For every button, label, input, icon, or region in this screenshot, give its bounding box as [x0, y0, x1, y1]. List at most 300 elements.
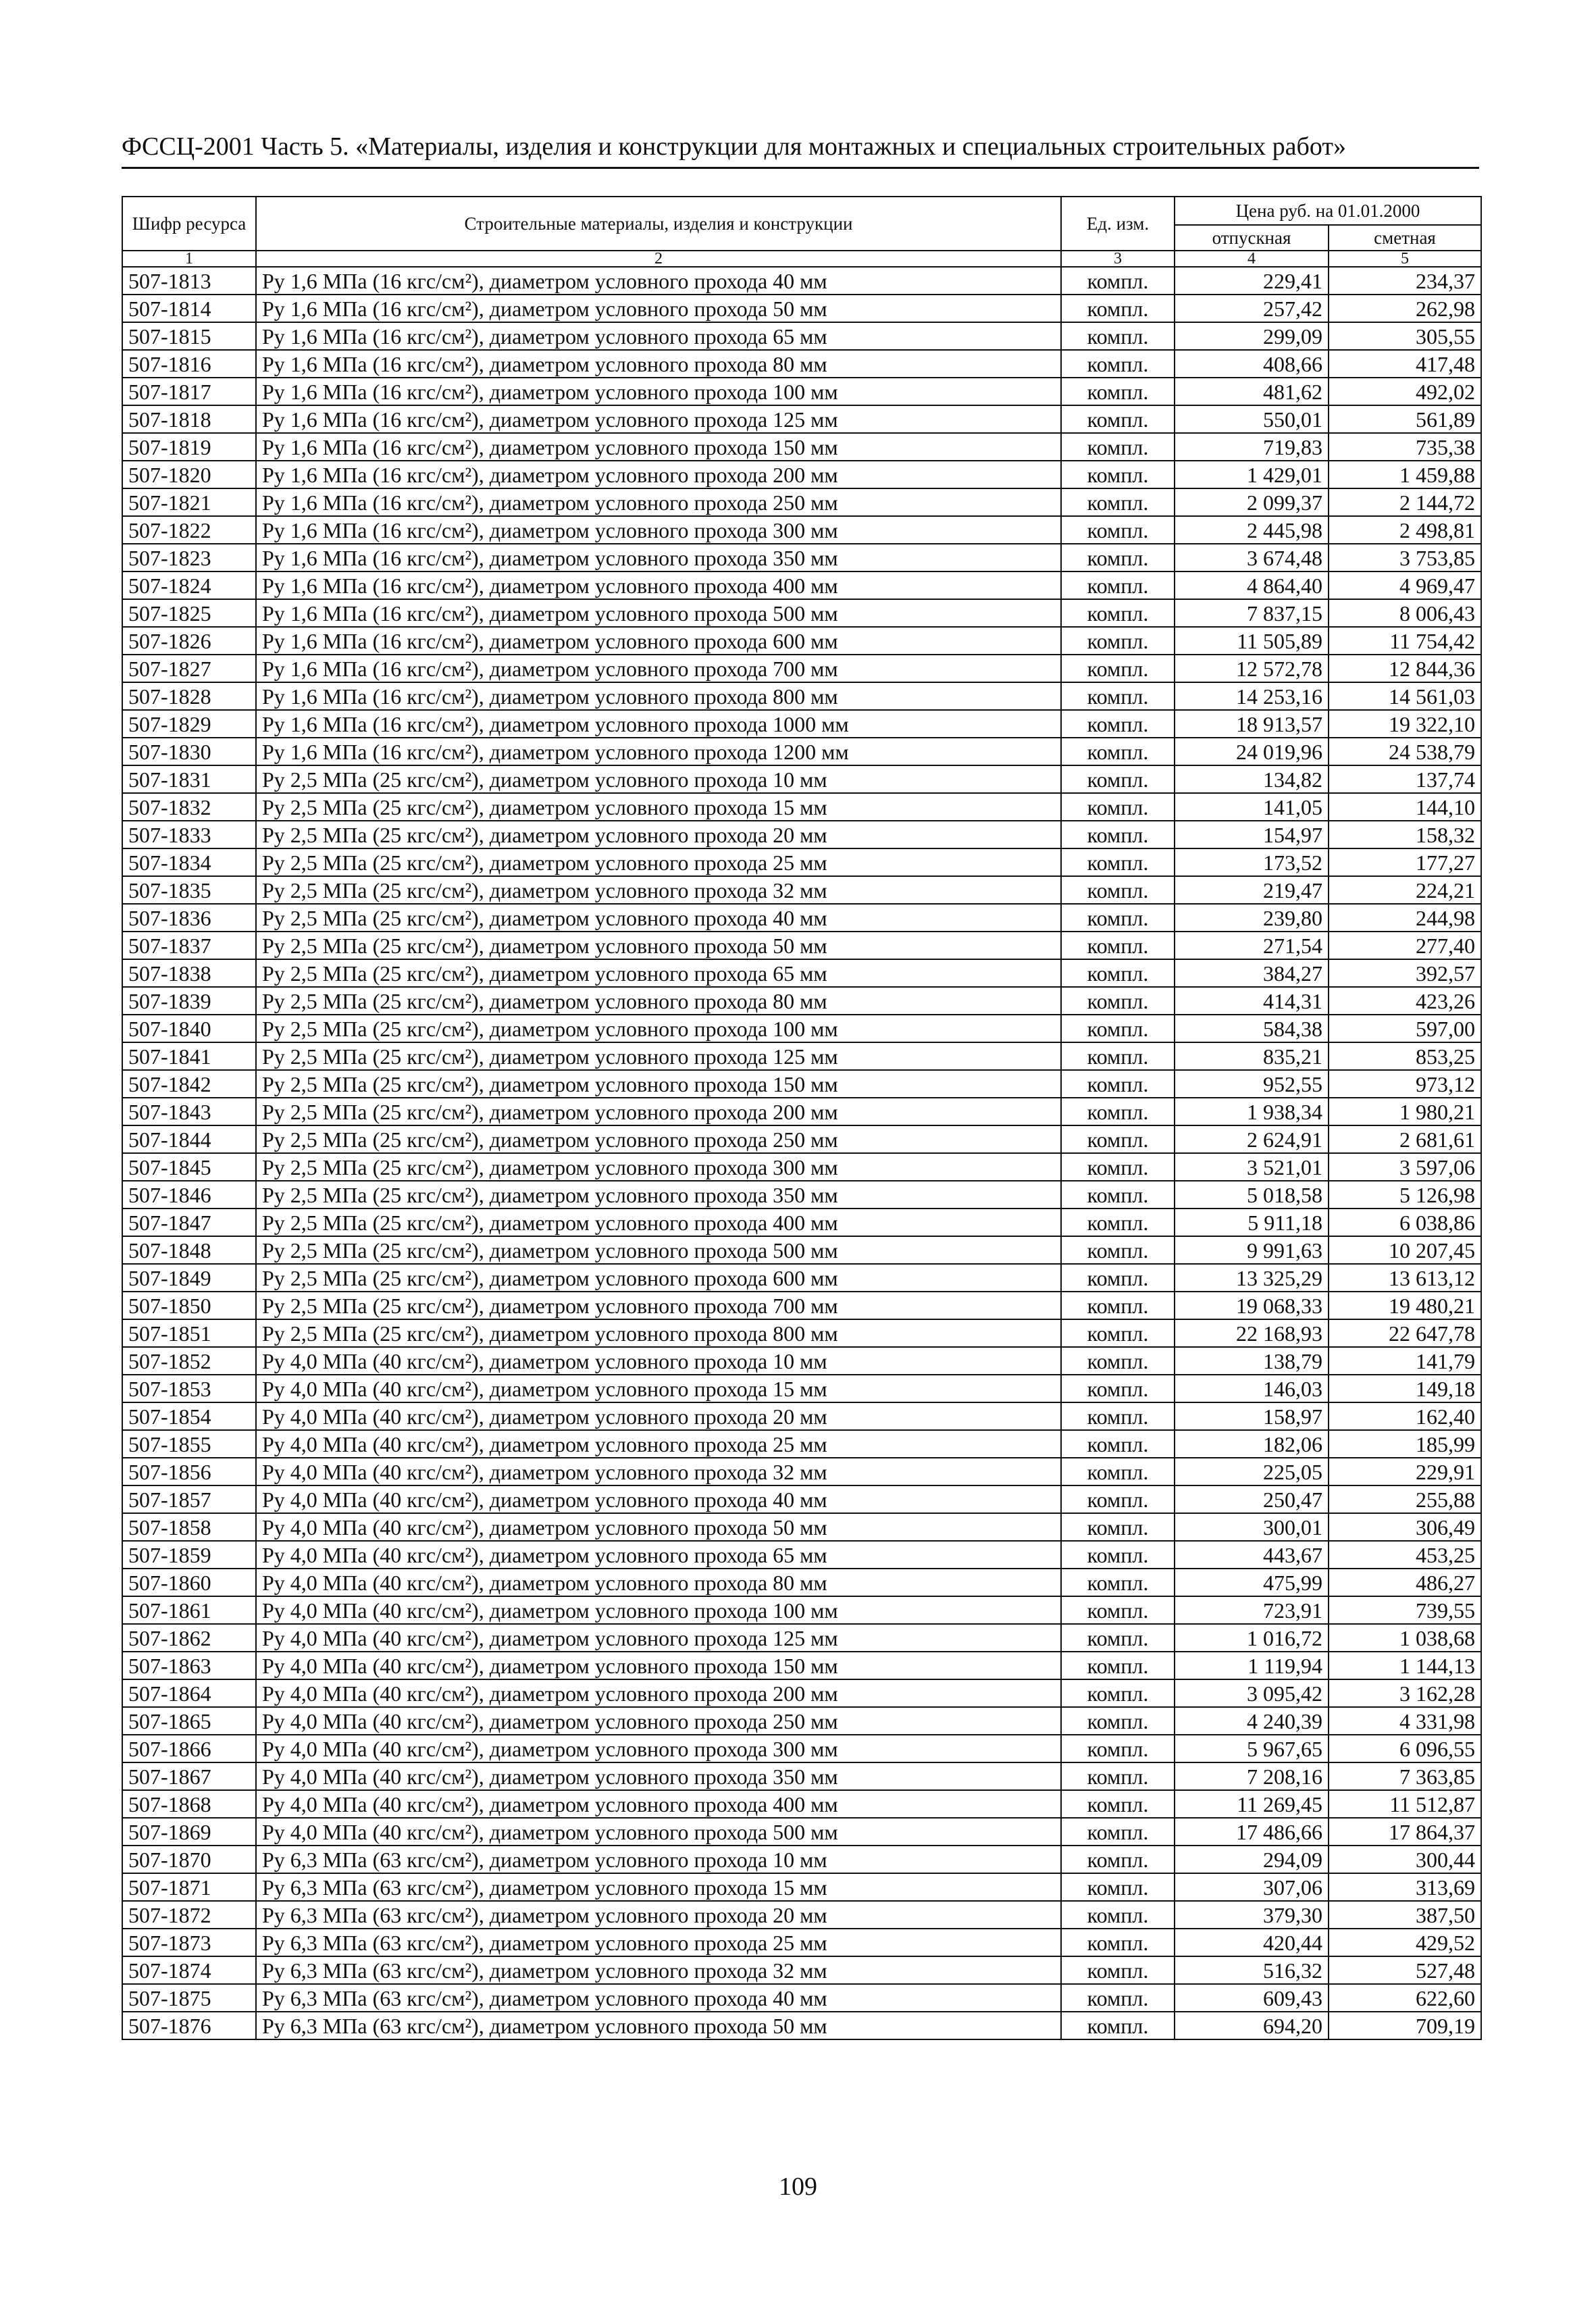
cell-estimate-price: 1 038,68: [1329, 1624, 1481, 1652]
cell-release-price: 146,03: [1175, 1375, 1329, 1402]
cell-name: Ру 2,5 МПа (25 кгс/см²), диаметром условного прохода 400 мм: [256, 1209, 1061, 1236]
cell-code: 507-1854: [122, 1402, 256, 1430]
cell-estimate-price: 1 144,13: [1329, 1652, 1481, 1679]
cell-code: 507-1855: [122, 1430, 256, 1458]
table-row: [122, 1818, 1481, 1846]
cell-code: 507-1833: [122, 821, 256, 848]
cell-estimate-price: 224,21: [1329, 876, 1481, 904]
cell-release-price: 2 099,37: [1175, 488, 1329, 516]
cell-code: 507-1858: [122, 1513, 256, 1541]
table-row: [122, 1236, 1481, 1264]
cell-estimate-price: 229,91: [1329, 1458, 1481, 1485]
table-row: [122, 1929, 1481, 1956]
cell-code: 507-1816: [122, 350, 256, 378]
cell-release-price: 138,79: [1175, 1347, 1329, 1375]
col-name-header: Строительные материалы, изделия и конструкции: [256, 197, 1061, 251]
cell-estimate-price: 306,49: [1329, 1513, 1481, 1541]
cell-code: 507-1823: [122, 544, 256, 571]
cell-release-price: 225,05: [1175, 1458, 1329, 1485]
cell-name: Ру 4,0 МПа (40 кгс/см²), диаметром условного прохода 250 мм: [256, 1707, 1061, 1735]
table-row: [122, 322, 1481, 350]
cell-estimate-price: 561,89: [1329, 405, 1481, 433]
cell-release-price: 12 572,78: [1175, 655, 1329, 682]
cell-unit: компл.: [1061, 1070, 1175, 1098]
cell-code: 507-1830: [122, 738, 256, 765]
table-row: [122, 932, 1481, 959]
cell-estimate-price: 4 969,47: [1329, 571, 1481, 599]
table-row: [122, 1347, 1481, 1375]
cell-unit: компл.: [1061, 1236, 1175, 1264]
cell-estimate-price: 1 980,21: [1329, 1098, 1481, 1125]
table-row: [122, 1873, 1481, 1901]
cell-release-price: 694,20: [1175, 2012, 1329, 2039]
cell-code: 507-1871: [122, 1873, 256, 1901]
table-row: [122, 1125, 1481, 1153]
cell-code: 507-1824: [122, 571, 256, 599]
cell-release-price: 835,21: [1175, 1042, 1329, 1070]
cell-name: Ру 1,6 МПа (16 кгс/см²), диаметром условного прохода 300 мм: [256, 516, 1061, 544]
table-row: [122, 1541, 1481, 1569]
cell-unit: компл.: [1061, 1125, 1175, 1153]
table-row: [122, 2012, 1481, 2039]
table-row: [122, 959, 1481, 987]
table-row: [122, 1569, 1481, 1596]
cell-name: Ру 4,0 МПа (40 кгс/см²), диаметром условного прохода 400 мм: [256, 1790, 1061, 1818]
cell-name: Ру 2,5 МПа (25 кгс/см²), диаметром условного прохода 300 мм: [256, 1153, 1061, 1181]
cell-code: 507-1831: [122, 765, 256, 793]
cell-estimate-price: 527,48: [1329, 1956, 1481, 1984]
cell-unit: компл.: [1061, 1901, 1175, 1929]
cell-code: 507-1859: [122, 1541, 256, 1569]
cell-unit: компл.: [1061, 350, 1175, 378]
cell-name: Ру 1,6 МПа (16 кгс/см²), диаметром условного прохода 100 мм: [256, 378, 1061, 405]
cell-estimate-price: 486,27: [1329, 1569, 1481, 1596]
cell-estimate-price: 255,88: [1329, 1485, 1481, 1513]
cell-release-price: 271,54: [1175, 932, 1329, 959]
cell-code: 507-1865: [122, 1707, 256, 1735]
table-row: [122, 1624, 1481, 1652]
cell-release-price: 141,05: [1175, 793, 1329, 821]
table-row: [122, 821, 1481, 848]
cell-release-price: 13 325,29: [1175, 1264, 1329, 1292]
col-estimate-header: сметная: [1329, 225, 1481, 251]
cell-name: Ру 1,6 МПа (16 кгс/см²), диаметром условного прохода 125 мм: [256, 405, 1061, 433]
table-row: [122, 1402, 1481, 1430]
cell-estimate-price: 149,18: [1329, 1375, 1481, 1402]
table-body: [122, 267, 1481, 2039]
table-row: [122, 1098, 1481, 1125]
cell-estimate-price: 19 322,10: [1329, 710, 1481, 738]
cell-estimate-price: 19 480,21: [1329, 1292, 1481, 1319]
cell-unit: компл.: [1061, 876, 1175, 904]
table-row: [122, 599, 1481, 627]
cell-code: 507-1853: [122, 1375, 256, 1402]
cell-release-price: 134,82: [1175, 765, 1329, 793]
cell-release-price: 5 018,58: [1175, 1181, 1329, 1209]
table-row: [122, 904, 1481, 932]
cell-code: 507-1844: [122, 1125, 256, 1153]
cell-name: Ру 2,5 МПа (25 кгс/см²), диаметром условного прохода 350 мм: [256, 1181, 1061, 1209]
cell-unit: компл.: [1061, 1209, 1175, 1236]
cell-name: Ру 4,0 МПа (40 кгс/см²), диаметром условного прохода 10 мм: [256, 1347, 1061, 1375]
cell-unit: компл.: [1061, 1375, 1175, 1402]
cell-estimate-price: 177,27: [1329, 848, 1481, 876]
cell-unit: компл.: [1061, 516, 1175, 544]
cell-code: 507-1825: [122, 599, 256, 627]
cell-unit: компл.: [1061, 821, 1175, 848]
cell-unit: компл.: [1061, 1984, 1175, 2012]
cell-estimate-price: 300,44: [1329, 1846, 1481, 1873]
cell-code: 507-1851: [122, 1319, 256, 1347]
cell-code: 507-1822: [122, 516, 256, 544]
cell-estimate-price: 417,48: [1329, 350, 1481, 378]
cell-unit: компл.: [1061, 1430, 1175, 1458]
cell-release-price: 584,38: [1175, 1015, 1329, 1042]
cell-release-price: 229,41: [1175, 267, 1329, 295]
cell-estimate-price: 739,55: [1329, 1596, 1481, 1624]
cell-code: 507-1841: [122, 1042, 256, 1070]
table-row: [122, 295, 1481, 322]
cell-release-price: 14 253,16: [1175, 682, 1329, 710]
cell-release-price: 24 019,96: [1175, 738, 1329, 765]
table-row: [122, 627, 1481, 655]
cell-release-price: 384,27: [1175, 959, 1329, 987]
cell-unit: компл.: [1061, 1846, 1175, 1873]
cell-unit: компл.: [1061, 322, 1175, 350]
cell-estimate-price: 234,37: [1329, 267, 1481, 295]
cell-unit: компл.: [1061, 378, 1175, 405]
cell-estimate-price: 17 864,37: [1329, 1818, 1481, 1846]
cell-name: Ру 2,5 МПа (25 кгс/см²), диаметром условного прохода 25 мм: [256, 848, 1061, 876]
cell-estimate-price: 5 126,98: [1329, 1181, 1481, 1209]
cell-estimate-price: 4 331,98: [1329, 1707, 1481, 1735]
cell-release-price: 154,97: [1175, 821, 1329, 848]
table-row: [122, 378, 1481, 405]
cell-unit: компл.: [1061, 488, 1175, 516]
cell-unit: компл.: [1061, 1264, 1175, 1292]
cell-estimate-price: 10 207,45: [1329, 1236, 1481, 1264]
cell-code: 507-1846: [122, 1181, 256, 1209]
cell-unit: компл.: [1061, 433, 1175, 461]
table-row: [122, 1956, 1481, 1984]
cell-estimate-price: 3 597,06: [1329, 1153, 1481, 1181]
cell-name: Ру 6,3 МПа (63 кгс/см²), диаметром условного прохода 20 мм: [256, 1901, 1061, 1929]
cell-estimate-price: 453,25: [1329, 1541, 1481, 1569]
cell-name: Ру 1,6 МПа (16 кгс/см²), диаметром условного прохода 200 мм: [256, 461, 1061, 488]
cell-estimate-price: 24 538,79: [1329, 738, 1481, 765]
cell-name: Ру 6,3 МПа (63 кгс/см²), диаметром условного прохода 10 мм: [256, 1846, 1061, 1873]
col-number-1: 1: [122, 251, 256, 267]
cell-code: 507-1850: [122, 1292, 256, 1319]
cell-name: Ру 4,0 МПа (40 кгс/см²), диаметром условного прохода 100 мм: [256, 1596, 1061, 1624]
cell-estimate-price: 429,52: [1329, 1929, 1481, 1956]
table-row: [122, 1984, 1481, 2012]
cell-unit: компл.: [1061, 1541, 1175, 1569]
cell-estimate-price: 144,10: [1329, 793, 1481, 821]
table-row: [122, 1846, 1481, 1873]
cell-name: Ру 1,6 МПа (16 кгс/см²), диаметром условного прохода 1200 мм: [256, 738, 1061, 765]
cell-name: Ру 4,0 МПа (40 кгс/см²), диаметром условного прохода 350 мм: [256, 1762, 1061, 1790]
cell-code: 507-1861: [122, 1596, 256, 1624]
cell-unit: компл.: [1061, 1956, 1175, 1984]
cell-estimate-price: 597,00: [1329, 1015, 1481, 1042]
cell-release-price: 299,09: [1175, 322, 1329, 350]
cell-estimate-price: 141,79: [1329, 1347, 1481, 1375]
cell-code: 507-1840: [122, 1015, 256, 1042]
cell-unit: компл.: [1061, 1762, 1175, 1790]
table-row: [122, 1375, 1481, 1402]
cell-estimate-price: 14 561,03: [1329, 682, 1481, 710]
cell-unit: компл.: [1061, 1790, 1175, 1818]
cell-code: 507-1847: [122, 1209, 256, 1236]
cell-estimate-price: 305,55: [1329, 322, 1481, 350]
cell-unit: компл.: [1061, 1679, 1175, 1707]
cell-unit: компл.: [1061, 1929, 1175, 1956]
cell-code: 507-1866: [122, 1735, 256, 1762]
cell-estimate-price: 277,40: [1329, 932, 1481, 959]
cell-code: 507-1863: [122, 1652, 256, 1679]
cell-estimate-price: 7 363,85: [1329, 1762, 1481, 1790]
cell-code: 507-1874: [122, 1956, 256, 1984]
cell-release-price: 5 911,18: [1175, 1209, 1329, 1236]
cell-estimate-price: 492,02: [1329, 378, 1481, 405]
table-row: [122, 1458, 1481, 1485]
cell-release-price: 4 864,40: [1175, 571, 1329, 599]
cell-unit: компл.: [1061, 1153, 1175, 1181]
cell-code: 507-1860: [122, 1569, 256, 1596]
cell-estimate-price: 6 038,86: [1329, 1209, 1481, 1236]
cell-code: 507-1842: [122, 1070, 256, 1098]
cell-estimate-price: 11 754,42: [1329, 627, 1481, 655]
cell-code: 507-1817: [122, 378, 256, 405]
cell-release-price: 2 624,91: [1175, 1125, 1329, 1153]
cell-unit: компл.: [1061, 710, 1175, 738]
cell-name: Ру 1,6 МПа (16 кгс/см²), диаметром условного прохода 250 мм: [256, 488, 1061, 516]
cell-unit: компл.: [1061, 1402, 1175, 1430]
table-row: [122, 1319, 1481, 1347]
cell-estimate-price: 392,57: [1329, 959, 1481, 987]
cell-release-price: 9 991,63: [1175, 1236, 1329, 1264]
cell-release-price: 18 913,57: [1175, 710, 1329, 738]
cell-name: Ру 2,5 МПа (25 кгс/см²), диаметром условного прохода 125 мм: [256, 1042, 1061, 1070]
cell-estimate-price: 6 096,55: [1329, 1735, 1481, 1762]
cell-code: 507-1839: [122, 987, 256, 1015]
cell-estimate-price: 3 162,28: [1329, 1679, 1481, 1707]
cell-estimate-price: 387,50: [1329, 1901, 1481, 1929]
cell-unit: компл.: [1061, 793, 1175, 821]
cell-release-price: 550,01: [1175, 405, 1329, 433]
cell-name: Ру 4,0 МПа (40 кгс/см²), диаметром условного прохода 80 мм: [256, 1569, 1061, 1596]
cell-unit: компл.: [1061, 1569, 1175, 1596]
cell-unit: компл.: [1061, 1818, 1175, 1846]
cell-release-price: 4 240,39: [1175, 1707, 1329, 1735]
cell-release-price: 19 068,33: [1175, 1292, 1329, 1319]
cell-code: 507-1856: [122, 1458, 256, 1485]
cell-code: 507-1836: [122, 904, 256, 932]
cell-estimate-price: 11 512,87: [1329, 1790, 1481, 1818]
cell-name: Ру 4,0 МПа (40 кгс/см²), диаметром условного прохода 40 мм: [256, 1485, 1061, 1513]
cell-unit: компл.: [1061, 461, 1175, 488]
cell-unit: компл.: [1061, 1015, 1175, 1042]
cell-name: Ру 2,5 МПа (25 кгс/см²), диаметром условного прохода 50 мм: [256, 932, 1061, 959]
cell-code: 507-1873: [122, 1929, 256, 1956]
table-row: [122, 876, 1481, 904]
cell-name: Ру 2,5 МПа (25 кгс/см²), диаметром условного прохода 15 мм: [256, 793, 1061, 821]
cell-code: 507-1857: [122, 1485, 256, 1513]
cell-release-price: 2 445,98: [1175, 516, 1329, 544]
cell-estimate-price: 2 144,72: [1329, 488, 1481, 516]
cell-release-price: 7 837,15: [1175, 599, 1329, 627]
cell-name: Ру 4,0 МПа (40 кгс/см²), диаметром условного прохода 15 мм: [256, 1375, 1061, 1402]
cell-release-price: 11 505,89: [1175, 627, 1329, 655]
cell-release-price: 414,31: [1175, 987, 1329, 1015]
cell-code: 507-1848: [122, 1236, 256, 1264]
cell-estimate-price: 423,26: [1329, 987, 1481, 1015]
table-row: [122, 1430, 1481, 1458]
cell-release-price: 1 938,34: [1175, 1098, 1329, 1125]
cell-release-price: 182,06: [1175, 1430, 1329, 1458]
cell-estimate-price: 853,25: [1329, 1042, 1481, 1070]
cell-release-price: 609,43: [1175, 1984, 1329, 2012]
cell-release-price: 11 269,45: [1175, 1790, 1329, 1818]
cell-name: Ру 4,0 МПа (40 кгс/см²), диаметром условного прохода 65 мм: [256, 1541, 1061, 1569]
cell-estimate-price: 262,98: [1329, 295, 1481, 322]
cell-release-price: 1 429,01: [1175, 461, 1329, 488]
cell-unit: компл.: [1061, 655, 1175, 682]
col-release-header: отпускная: [1175, 225, 1329, 251]
cell-unit: компл.: [1061, 1873, 1175, 1901]
cell-name: Ру 4,0 МПа (40 кгс/см²), диаметром условного прохода 50 мм: [256, 1513, 1061, 1541]
cell-code: 507-1834: [122, 848, 256, 876]
cell-name: Ру 1,6 МПа (16 кгс/см²), диаметром условного прохода 600 мм: [256, 627, 1061, 655]
cell-name: Ру 1,6 МПа (16 кгс/см²), диаметром условного прохода 40 мм: [256, 267, 1061, 295]
cell-code: 507-1828: [122, 682, 256, 710]
cell-unit: компл.: [1061, 1707, 1175, 1735]
cell-name: Ру 1,6 МПа (16 кгс/см²), диаметром условного прохода 80 мм: [256, 350, 1061, 378]
cell-unit: компл.: [1061, 544, 1175, 571]
table-row: [122, 682, 1481, 710]
cell-unit: компл.: [1061, 1485, 1175, 1513]
cell-release-price: 22 168,93: [1175, 1319, 1329, 1347]
cell-release-price: 239,80: [1175, 904, 1329, 932]
cell-estimate-price: 244,98: [1329, 904, 1481, 932]
cell-code: 507-1821: [122, 488, 256, 516]
cell-estimate-price: 1 459,88: [1329, 461, 1481, 488]
table-row: [122, 571, 1481, 599]
cell-code: 507-1852: [122, 1347, 256, 1375]
table-row: [122, 987, 1481, 1015]
cell-estimate-price: 709,19: [1329, 2012, 1481, 2039]
cell-estimate-price: 973,12: [1329, 1070, 1481, 1098]
cell-name: Ру 1,6 МПа (16 кгс/см²), диаметром условного прохода 500 мм: [256, 599, 1061, 627]
cell-unit: компл.: [1061, 1652, 1175, 1679]
cell-name: Ру 1,6 МПа (16 кгс/см²), диаметром условного прохода 350 мм: [256, 544, 1061, 571]
table-row: [122, 1596, 1481, 1624]
cell-unit: компл.: [1061, 1098, 1175, 1125]
cell-unit: компл.: [1061, 987, 1175, 1015]
cell-code: 507-1876: [122, 2012, 256, 2039]
cell-name: Ру 2,5 МПа (25 кгс/см²), диаметром условного прохода 32 мм: [256, 876, 1061, 904]
table-row: [122, 544, 1481, 571]
cell-code: 507-1862: [122, 1624, 256, 1652]
cell-code: 507-1843: [122, 1098, 256, 1125]
cell-name: Ру 6,3 МПа (63 кгс/см²), диаметром условного прохода 50 мм: [256, 2012, 1061, 2039]
cell-code: 507-1837: [122, 932, 256, 959]
table-row: [122, 710, 1481, 738]
col-code-header: Шифр ресурса: [122, 197, 256, 251]
cell-name: Ру 2,5 МПа (25 кгс/см²), диаметром условного прохода 700 мм: [256, 1292, 1061, 1319]
col-number-4: 4: [1175, 251, 1329, 267]
table-row: [122, 1015, 1481, 1042]
cell-release-price: 17 486,66: [1175, 1818, 1329, 1846]
cell-name: Ру 2,5 МПа (25 кгс/см²), диаметром условного прохода 40 мм: [256, 904, 1061, 932]
cell-release-price: 719,83: [1175, 433, 1329, 461]
cell-code: 507-1826: [122, 627, 256, 655]
cell-code: 507-1867: [122, 1762, 256, 1790]
cell-name: Ру 1,6 МПа (16 кгс/см²), диаметром условного прохода 50 мм: [256, 295, 1061, 322]
cell-estimate-price: 185,99: [1329, 1430, 1481, 1458]
table-row: [122, 488, 1481, 516]
cell-estimate-price: 13 613,12: [1329, 1264, 1481, 1292]
cell-name: Ру 1,6 МПа (16 кгс/см²), диаметром условного прохода 65 мм: [256, 322, 1061, 350]
cell-release-price: 481,62: [1175, 378, 1329, 405]
cell-release-price: 443,67: [1175, 1541, 1329, 1569]
cell-code: 507-1869: [122, 1818, 256, 1846]
table-row: [122, 516, 1481, 544]
table-row: [122, 1153, 1481, 1181]
cell-unit: компл.: [1061, 405, 1175, 433]
cell-unit: компл.: [1061, 682, 1175, 710]
cell-unit: компл.: [1061, 599, 1175, 627]
page-title: ФССЦ-2001 Часть 5. «Материалы, изделия и конструкции для монтажных и специальных строительных работ»: [122, 132, 1346, 161]
cell-code: 507-1813: [122, 267, 256, 295]
cell-release-price: 3 674,48: [1175, 544, 1329, 571]
cell-name: Ру 2,5 МПа (25 кгс/см²), диаметром условного прохода 600 мм: [256, 1264, 1061, 1292]
cell-estimate-price: 2 498,81: [1329, 516, 1481, 544]
page-number: 109: [779, 2172, 817, 2201]
cell-code: 507-1818: [122, 405, 256, 433]
cell-release-price: 7 208,16: [1175, 1762, 1329, 1790]
cell-name: Ру 4,0 МПа (40 кгс/см²), диаметром условного прохода 200 мм: [256, 1679, 1061, 1707]
cell-unit: компл.: [1061, 1319, 1175, 1347]
cell-name: Ру 6,3 МПа (63 кгс/см²), диаметром условного прохода 40 мм: [256, 1984, 1061, 2012]
cell-estimate-price: 2 681,61: [1329, 1125, 1481, 1153]
cell-release-price: 1 016,72: [1175, 1624, 1329, 1652]
cell-release-price: 1 119,94: [1175, 1652, 1329, 1679]
cell-estimate-price: 735,38: [1329, 433, 1481, 461]
cell-name: Ру 1,6 МПа (16 кгс/см²), диаметром условного прохода 700 мм: [256, 655, 1061, 682]
cell-estimate-price: 158,32: [1329, 821, 1481, 848]
price-table: [122, 196, 1482, 2040]
cell-release-price: 475,99: [1175, 1569, 1329, 1596]
cell-code: 507-1835: [122, 876, 256, 904]
cell-unit: компл.: [1061, 1458, 1175, 1485]
cell-name: Ру 2,5 МПа (25 кгс/см²), диаметром условного прохода 80 мм: [256, 987, 1061, 1015]
cell-unit: компл.: [1061, 1596, 1175, 1624]
cell-unit: компл.: [1061, 765, 1175, 793]
cell-unit: компл.: [1061, 932, 1175, 959]
cell-name: Ру 4,0 МПа (40 кгс/см²), диаметром условного прохода 25 мм: [256, 1430, 1061, 1458]
cell-estimate-price: 12 844,36: [1329, 655, 1481, 682]
table-row: [122, 1707, 1481, 1735]
cell-release-price: 3 095,42: [1175, 1679, 1329, 1707]
cell-name: Ру 4,0 МПа (40 кгс/см²), диаметром условного прохода 300 мм: [256, 1735, 1061, 1762]
cell-release-price: 300,01: [1175, 1513, 1329, 1541]
cell-unit: компл.: [1061, 627, 1175, 655]
cell-name: Ру 2,5 МПа (25 кгс/см²), диаметром условного прохода 500 мм: [256, 1236, 1061, 1264]
table-row: [122, 1790, 1481, 1818]
cell-name: Ру 2,5 МПа (25 кгс/см²), диаметром условного прохода 250 мм: [256, 1125, 1061, 1153]
